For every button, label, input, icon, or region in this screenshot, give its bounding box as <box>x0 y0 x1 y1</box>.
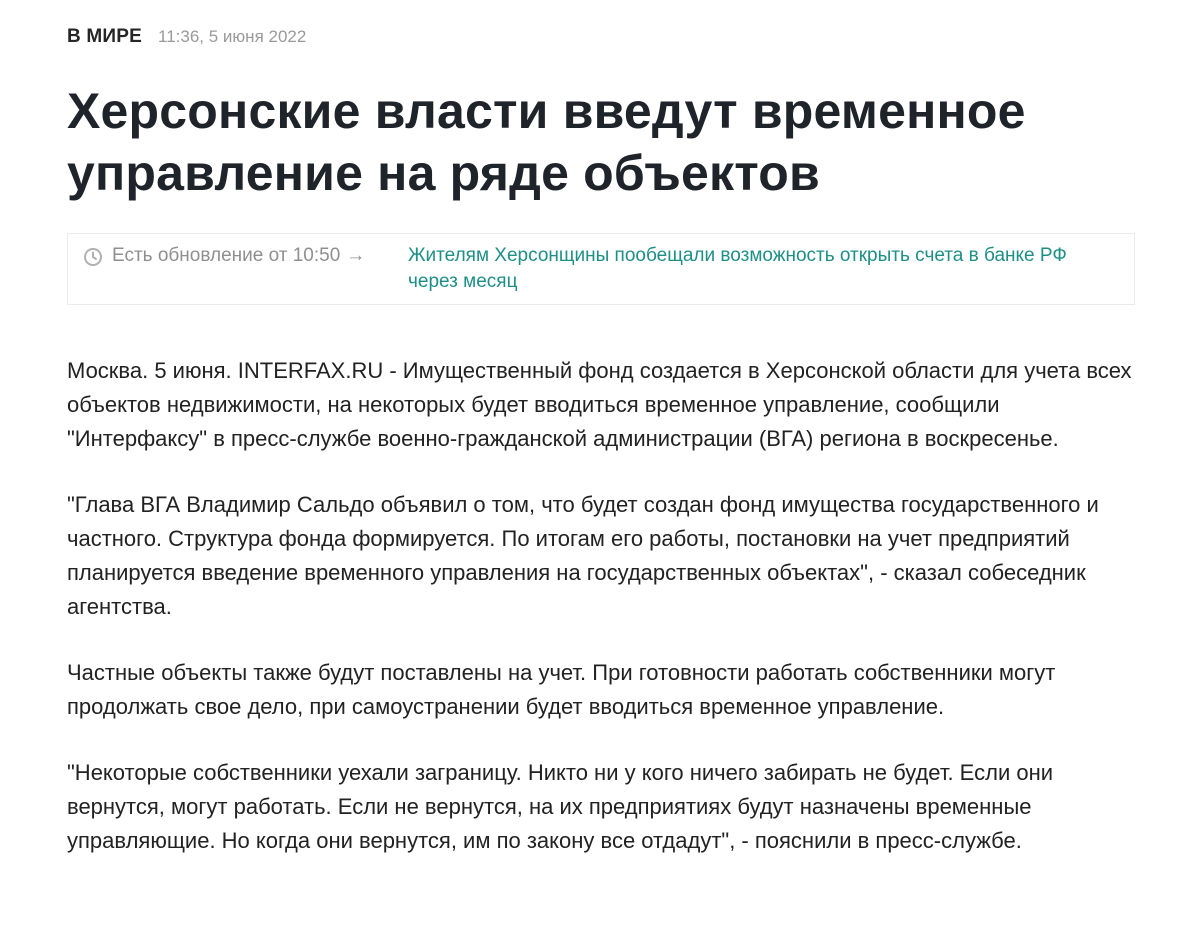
body-paragraph: "Глава ВГА Владимир Сальдо объявил о том, что будет создан фонд имущества государственного и частного. Структура фонда формируется. По итогам его работы, постановки на учет предприятий планируется введение временного управления на государственных объектах", - сказал собеседник агентства. <box>67 492 1099 619</box>
article-meta <box>67 26 306 48</box>
update-prefix-text: Есть обновление от 10:50 <box>112 245 341 266</box>
article-body <box>67 354 1137 890</box>
body-paragraph: Частные объекты также будут поставлены на учет. При готовности работать собственники могут продолжать свое дело, при самоустранении будет вводиться временное управление. <box>67 660 1056 719</box>
publish-timestamp: 11:36, 5 июня 2022 <box>158 27 307 46</box>
body-paragraph: Москва. 5 июня. INTERFAX.RU - Имущественный фонд создается в Херсонской области для учета всех объектов недвижимости, на некоторых будет вводиться временное управление, сообщили "Интерфаксу" в пресс-службе военно-гражданской администрации (ВГА) региона в воскресенье. <box>67 358 1132 451</box>
page-title: Херсонские власти введут временное управление на ряде объектов <box>67 83 1026 201</box>
update-label <box>112 243 365 269</box>
clock-icon <box>83 247 103 267</box>
category-link[interactable]: В МИРЕ <box>67 26 143 47</box>
body-paragraph: "Некоторые собственники уехали заграницу. Никто ни у кого ничего забирать не будет. Если они вернутся, могут работать. Если не вернутся, на их предприятиях будут назначены временные управляющие. Но когда они вернутся, им по закону все отдадут", - пояснили в пресс-службе. <box>67 760 1054 853</box>
arrow-right-icon: → <box>346 245 366 266</box>
update-link[interactable]: Жителям Херсонщины пообещали возможность открыть счета в банке РФ через месяц <box>408 245 1067 292</box>
update-notice <box>67 233 1135 305</box>
